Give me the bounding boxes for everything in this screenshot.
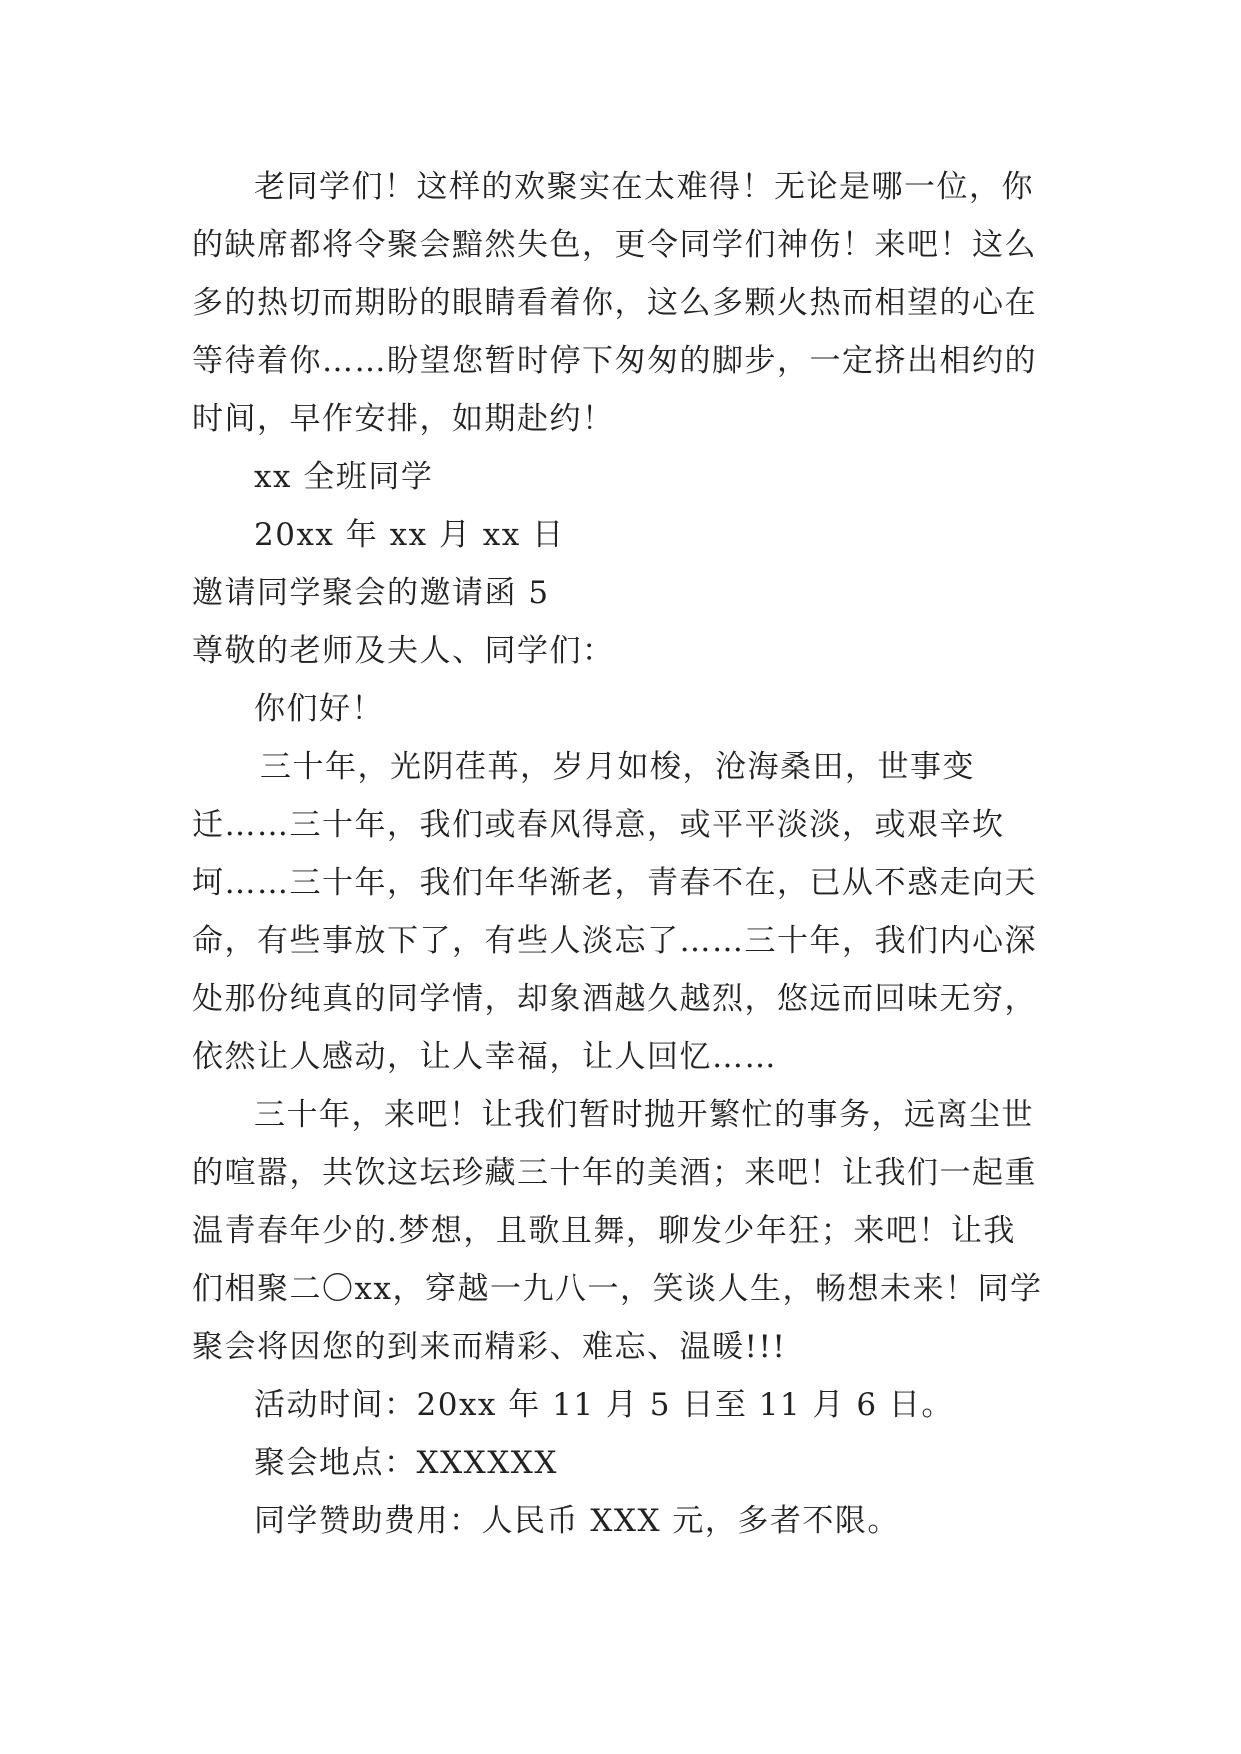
paragraph-line: 依然让人感动，让人幸福，让人回忆…… — [192, 1039, 777, 1075]
paragraph-line: 聚会将因您的到来而精彩、难忘、温暖!!! — [192, 1329, 787, 1365]
signature-date: 20xx 年 xx 月 xx 日 — [254, 517, 565, 553]
paragraph-line: 三十年，光阴荏苒，岁月如梭，沧海桑田，世事变 — [260, 749, 975, 785]
paragraph-line: 多的热切而期盼的眼睛看着你，这么多颗火热而相望的心在 — [192, 285, 1037, 321]
paragraph-line: 等待着你……盼望您暂时停下匆匆的脚步，一定挤出相约的 — [192, 343, 1037, 379]
paragraph-line: 的缺席都将令聚会黯然失色，更令同学们神伤！来吧！这么 — [192, 227, 1037, 263]
paragraph-line: 的喧嚣，共饮这坛珍藏三十年的美酒；来吧！让我们一起重 — [192, 1155, 1037, 1191]
event-time: 活动时间：20xx 年 11 月 5 日至 11 月 6 日。 — [254, 1387, 954, 1423]
greeting: 你们好！ — [254, 691, 384, 727]
paragraph-line: 老同学们！这样的欢聚实在太难得！无论是哪一位，你 — [254, 169, 1034, 205]
paragraph-line: 时间，早作安排，如期赴约！ — [192, 401, 615, 437]
event-location: 聚会地点：XXXXXX — [254, 1445, 558, 1481]
section-title: 邀请同学聚会的邀请函 5 — [192, 575, 550, 611]
paragraph-line: 温青春年少的.梦想，且歌且舞，聊发少年狂；来吧！让我 — [192, 1213, 1016, 1249]
paragraph-line: 处那份纯真的同学情，却象酒越久越烈，悠远而回味无穷， — [192, 981, 1037, 1017]
paragraph-line: 命，有些事放下了，有些人淡忘了……三十年，我们内心深 — [192, 923, 1037, 959]
paragraph-line: 三十年，来吧！让我们暂时抛开繁忙的事务，远离尘世 — [254, 1097, 1034, 1133]
salutation: 尊敬的老师及夫人、同学们： — [192, 633, 615, 669]
paragraph-line: 坷……三十年，我们年华渐老，青春不在，已从不惑走向天 — [192, 865, 1037, 901]
event-fee: 同学赞助费用：人民币 XXX 元，多者不限。 — [254, 1503, 900, 1539]
paragraph-line: 迁……三十年，我们或春风得意，或平平淡淡，或艰辛坎 — [192, 807, 1005, 843]
signature-sender: xx 全班同学 — [254, 459, 434, 495]
paragraph-line: 们相聚二〇xx，穿越一九八一，笑谈人生，畅想未来！同学 — [192, 1271, 1043, 1307]
